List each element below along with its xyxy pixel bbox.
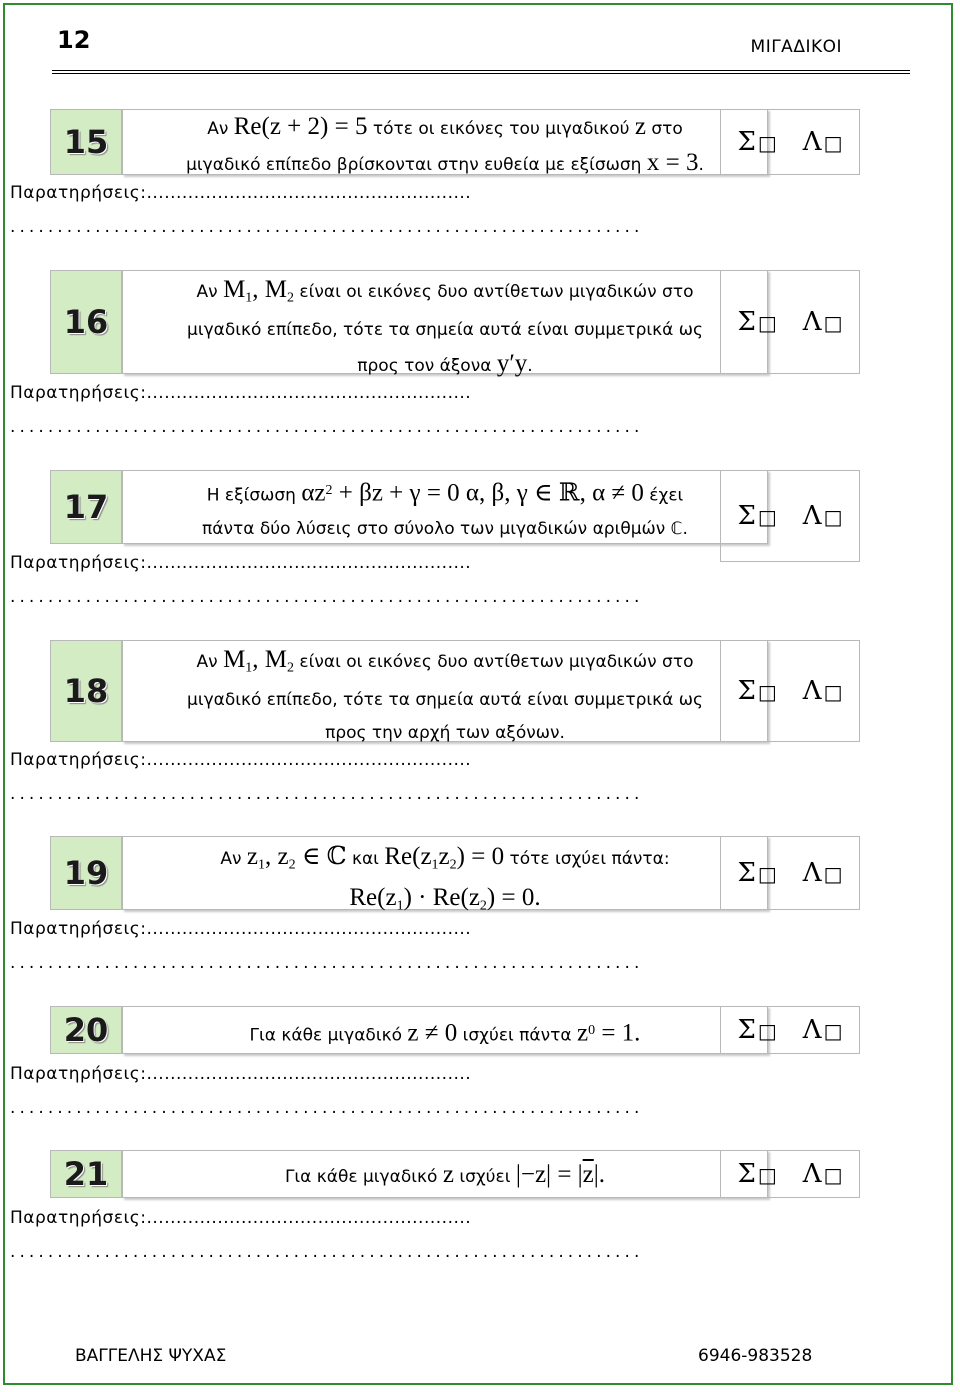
true-option[interactable]: Σ □	[737, 858, 777, 888]
true-false-choice[interactable]	[720, 270, 860, 374]
question-number: 17	[50, 470, 122, 544]
notes-dots: ...................................................................	[10, 587, 644, 607]
header-rule	[52, 73, 910, 74]
question-number: 15	[50, 109, 122, 175]
false-option[interactable]: Λ □	[802, 858, 843, 888]
notes-line: Παρατηρήσεις:.......................................................	[10, 553, 472, 573]
question-number: 16	[50, 270, 122, 374]
question-statement: Αν $M_1$, $M_2$ είναι οι εικόνες δυο αντίθετων μιγαδικών στο μιγαδικό επίπεδο, τότε τα σημεία αυτά είναι συμμετρικά ως προς τον άξονα y′y.	[122, 270, 768, 374]
notes-line: Παρατηρήσεις:.......................................................	[10, 750, 472, 770]
checkbox-icon: □	[757, 131, 777, 155]
true-false-choice[interactable]	[720, 109, 860, 175]
question-number: 21	[50, 1150, 122, 1198]
true-false-choice[interactable]	[720, 470, 860, 562]
question-number: 18	[50, 640, 122, 742]
true-option[interactable]: Σ □	[737, 307, 777, 337]
checkbox-icon: □	[757, 680, 777, 704]
page-number: 12	[57, 26, 91, 54]
false-option[interactable]: Λ □	[802, 127, 843, 157]
question-statement: Αν $M_1$, $M_2$ είναι οι εικόνες δυο αντίθετων μιγαδικών στο μιγαδικό επίπεδο, τότε τα σημεία αυτά είναι συμμετρικά ως προς την αρχή των αξόνων.	[122, 640, 768, 742]
notes-line: Παρατηρήσεις:.......................................................	[10, 919, 472, 939]
true-option[interactable]: Σ □	[737, 127, 777, 157]
true-false-choice[interactable]	[720, 640, 860, 742]
checkbox-icon: □	[823, 505, 843, 529]
false-option[interactable]: Λ □	[802, 307, 843, 337]
true-option[interactable]: Σ □	[737, 1015, 777, 1045]
notes-dots: ...................................................................	[10, 1098, 644, 1118]
checkbox-icon: □	[757, 311, 777, 335]
question-statement: Αν $z_1$, $z_2$ ∈ ℂ και $Re(z_1z_2) = 0$ τότε ισχύει πάντα: $Re(z_1) \cdot Re(z_2) = 0$.	[122, 836, 768, 910]
page-title: ΜΙΓΑΔΙΚΟΙ	[750, 37, 842, 57]
checkbox-icon: □	[757, 862, 777, 886]
true-false-choice[interactable]	[720, 1150, 860, 1198]
header-rule	[52, 70, 910, 71]
true-false-choice[interactable]	[720, 836, 860, 910]
notes-dots: ...................................................................	[10, 1242, 644, 1262]
true-option[interactable]: Σ □	[737, 1159, 777, 1189]
checkbox-icon: □	[823, 862, 843, 886]
footer-phone: 6946-983528	[698, 1346, 813, 1366]
notes-dots: ...................................................................	[10, 953, 644, 973]
true-false-choice[interactable]	[720, 1006, 860, 1054]
question-statement: Αν Re(z + 2) = 5 τότε οι εικόνες του μιγαδικού z στο μιγαδικό επίπεδο βρίσκονται στην ευθεία με εξίσωση x = 3.	[122, 109, 768, 175]
false-option[interactable]: Λ □	[802, 676, 843, 706]
false-option[interactable]: Λ □	[802, 1159, 843, 1189]
checkbox-icon: □	[757, 1019, 777, 1043]
notes-line: Παρατηρήσεις:.......................................................	[10, 1208, 472, 1228]
checkbox-icon: □	[823, 1163, 843, 1187]
notes-line: Παρατηρήσεις:.......................................................	[10, 1064, 472, 1084]
checkbox-icon: □	[823, 131, 843, 155]
checkbox-icon: □	[823, 680, 843, 704]
notes-line: Παρατηρήσεις:.......................................................	[10, 383, 472, 403]
notes-dots: ...................................................................	[10, 217, 644, 237]
notes-line: Παρατηρήσεις:.......................................................	[10, 183, 472, 203]
checkbox-icon: □	[757, 1163, 777, 1187]
question-statement: Για κάθε μιγαδικό z ισχύει $|-z| = |\overline{z}|$.	[122, 1150, 768, 1198]
true-option[interactable]: Σ □	[737, 501, 777, 531]
footer-author: ΒΑΓΓΕΛΗΣ ΨΥΧΑΣ	[75, 1346, 227, 1366]
true-option[interactable]: Σ □	[737, 676, 777, 706]
question-statement: Για κάθε μιγαδικό z ≠ 0 ισχύει πάντα $z^0 = 1$.	[122, 1006, 768, 1054]
question-number: 20	[50, 1006, 122, 1054]
question-statement: Η εξίσωση $\alpha z^2 + \beta z + \gamma = 0$ α, β, γ ∈ ℝ, α ≠ 0 έχει πάντα δύο λύσεις στο σύνολο των μιγαδικών αριθμών ℂ.	[122, 470, 768, 544]
notes-dots: ...................................................................	[10, 417, 644, 437]
notes-dots: ...................................................................	[10, 784, 644, 804]
false-option[interactable]: Λ □	[802, 501, 843, 531]
checkbox-icon: □	[823, 311, 843, 335]
checkbox-icon: □	[757, 505, 777, 529]
false-option[interactable]: Λ □	[802, 1015, 843, 1045]
checkbox-icon: □	[823, 1019, 843, 1043]
question-number: 19	[50, 836, 122, 910]
